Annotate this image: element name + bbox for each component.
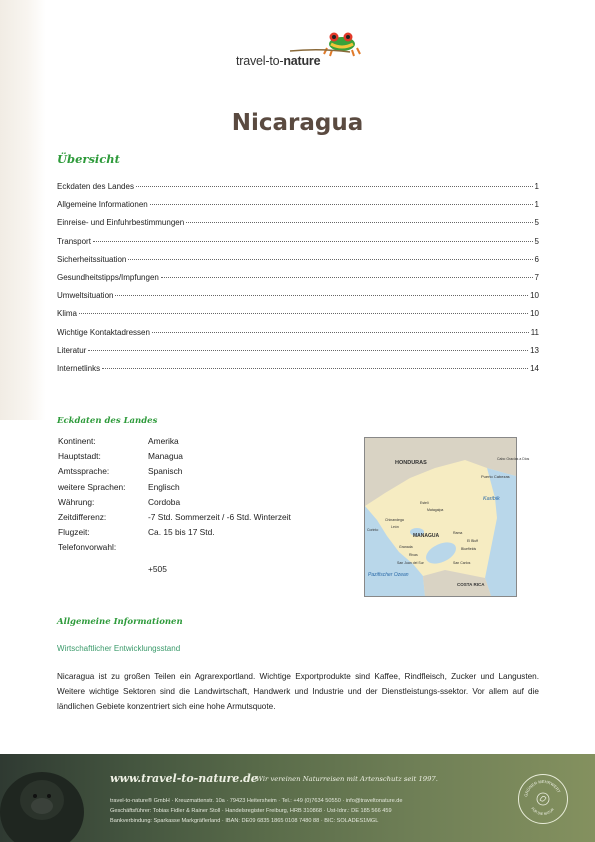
toc-entry[interactable] (57, 346, 539, 364)
toc-entry-label: Allgemeine Informationen (57, 200, 148, 210)
map-svg (365, 438, 530, 596)
fact-key: Telefonvorwahl: (58, 542, 117, 553)
map-label-corinto: Corinto (367, 528, 379, 532)
footer-address: travel-to-nature® GmbH · Kreuzmattenstr. 10a · 79423 Heitersheim · Tel.: +49 (0)7634 50550 · info@traveltonature.de (110, 798, 403, 804)
toc-entry[interactable] (57, 328, 539, 346)
toc-entry-page: 11 (530, 327, 539, 337)
badge-leaf-icon (519, 775, 567, 823)
left-decor-band (0, 0, 46, 420)
toc-entry[interactable] (57, 218, 539, 236)
footer-bank: Bankverbindung: Sparkasse Markgräflerland · IBAN: DE09 6835 1865 0108 7480 88 · BIC: SOLADES1MGL (110, 818, 379, 824)
toc-entry[interactable] (57, 309, 539, 327)
map-label-matagalpa: Matagalpa (427, 508, 444, 512)
fact-value: Cordoba (148, 496, 181, 507)
toc-leader-dots (128, 259, 532, 260)
map-label-rivas: Rivas (409, 553, 418, 557)
toc-leader-dots (102, 368, 528, 369)
gorilla-image-icon (0, 754, 110, 842)
toc-entry-page: 10 (530, 291, 539, 301)
fact-key: Kontinent: (58, 436, 96, 446)
toc-entry-label: Literatur (57, 345, 87, 355)
fact-key: Hauptstadt: (58, 451, 101, 462)
toc-entry-page: 7 (534, 272, 539, 282)
logo-text: travel-to-nature (236, 54, 321, 68)
fact-key: Amtssprache: (58, 466, 110, 477)
fact-key: weitere Sprachen: (58, 481, 126, 492)
fact-key: Flugzeit: (58, 527, 90, 538)
fact-value: Ca. 15 bis 17 Std. (148, 527, 215, 538)
overview-heading: Übersicht (57, 152, 120, 166)
general-subheading: Wirtschaftlicher Entwicklungsstand (57, 644, 181, 653)
facts-heading: Eckdaten des Landes (57, 416, 158, 426)
map-label-san-juan: San Juan del Sur (397, 561, 424, 565)
page-title: Nicaragua (231, 110, 364, 136)
toc-entry-label: Gesundheitstipps/Impfungen (57, 272, 159, 282)
toc-leader-dots (186, 222, 532, 223)
toc-entry-page: 14 (530, 363, 539, 373)
fact-key: Zeitdifferenz: (58, 511, 107, 522)
map-label-bluefields: Bluefields (461, 547, 477, 551)
map-label-managua: MANAGUA (413, 533, 440, 539)
toc-entry[interactable] (57, 273, 539, 291)
fact-value: Spanisch (148, 466, 183, 477)
map-label-esteli: Estelí (420, 501, 429, 505)
toc-leader-dots (136, 186, 533, 187)
fact-value: -7 Std. Sommerzeit / -6 Std. Winterzeit (148, 511, 291, 522)
toc-leader-dots (152, 332, 529, 333)
toc-entry-label: Internetlinks (57, 363, 101, 373)
map-label-san-carlos: San Carlos (453, 561, 471, 565)
map-label-honduras: HONDURAS (395, 460, 427, 466)
toc-entry-label: Einreise- und Einfuhrbestimmungen (57, 218, 185, 228)
toc-entry-page: 13 (530, 345, 539, 355)
map-label-el-bluff: El Bluff (467, 539, 479, 543)
map-label-costa-rica: COSTA RICA (457, 582, 485, 587)
map-label-cabo: Cabo Gracias a Dios (497, 457, 530, 461)
toc-leader-dots (150, 204, 533, 205)
fact-value: Amerika (148, 436, 179, 446)
toc-leader-dots (161, 277, 533, 278)
toc-entry-label: Eckdaten des Landes (57, 182, 134, 191)
toc-leader-dots (93, 241, 533, 242)
toc-entry-label: Transport (57, 236, 91, 246)
toc-entry-label: Klima (57, 309, 78, 319)
map-label-puerto-cabezas: Puerto Cabezas (481, 474, 510, 479)
toc-entry[interactable] (57, 200, 539, 218)
general-paragraph: Nicaragua ist zu großen Teilen ein Agrarexportland. Wichtige Exportprodukte sind Kaffee, Rindfleisch, Zucker und Langusten. Weitere wichtige Sektoren sind die Landwirtschaft, Handwerk und Industrie und der Dienstleistungs-ssektor. Vor allem auf die ländlichen Gebiete konzentriert sich eine hohe Armutsquote. (57, 672, 539, 711)
toc-entry-label: Sicherheitssituation (57, 254, 127, 264)
footer-url[interactable]: www.travel-to-nature.de (110, 772, 258, 785)
toc-entry-label: Umweltsituation (57, 291, 114, 301)
toc-leader-dots (88, 350, 528, 351)
map-label-karibik: Karibik (483, 496, 500, 502)
toc-entry-label: Wichtige Kontaktadressen (57, 327, 150, 337)
toc-leader-dots (79, 313, 528, 314)
toc-entry[interactable] (57, 291, 539, 309)
footer-company: Geschäftsführer: Tobias Fidler & Rainer Stoll · Handelsregister Freiburg, HRB 310868 · Ust-Idnr.: DE 185 566 459 (110, 808, 392, 814)
toc-entry[interactable] (57, 364, 539, 382)
toc-entry[interactable] (57, 237, 539, 255)
logo[interactable] (230, 30, 370, 74)
fact-value: Managua (148, 451, 183, 462)
toc-entry-page: 10 (530, 309, 539, 319)
toc-entry-page: 1 (534, 200, 539, 210)
map-label-chinandega: Chinandega (385, 518, 404, 522)
toc-entry[interactable] (57, 182, 539, 200)
map-label-rama: Rama (453, 531, 463, 535)
toc-entry-page: 6 (534, 254, 539, 264)
fact-value: +505 (148, 563, 167, 574)
table-of-contents (57, 182, 539, 382)
footer (0, 754, 595, 842)
map-label-pazifik: Pazifischer Ozean (368, 572, 409, 578)
map-label-leon: León (391, 525, 399, 529)
general-heading: Allgemeine Informationen (57, 617, 183, 627)
green-value-badge (518, 774, 568, 824)
toc-entry-page: 5 (534, 218, 539, 228)
svg-text:GRÜNER MEHRWERT: GRÜNER MEHRWERT (523, 778, 562, 798)
toc-leader-dots (115, 295, 528, 296)
map-label-granada: Granada (399, 545, 413, 549)
toc-entry-page: 1 (534, 182, 539, 191)
toc-entry-page: 5 (534, 236, 539, 246)
svg-text:FÜR DIE NATUR: FÜR DIE NATUR (530, 806, 555, 817)
fact-key: Währung: (58, 496, 95, 507)
fact-value: Englisch (148, 481, 180, 492)
footer-slogan: Wir vereinen Naturreisen mit Artenschutz seit 1997. (256, 775, 438, 783)
toc-entry[interactable] (57, 255, 539, 273)
country-map (364, 437, 530, 597)
